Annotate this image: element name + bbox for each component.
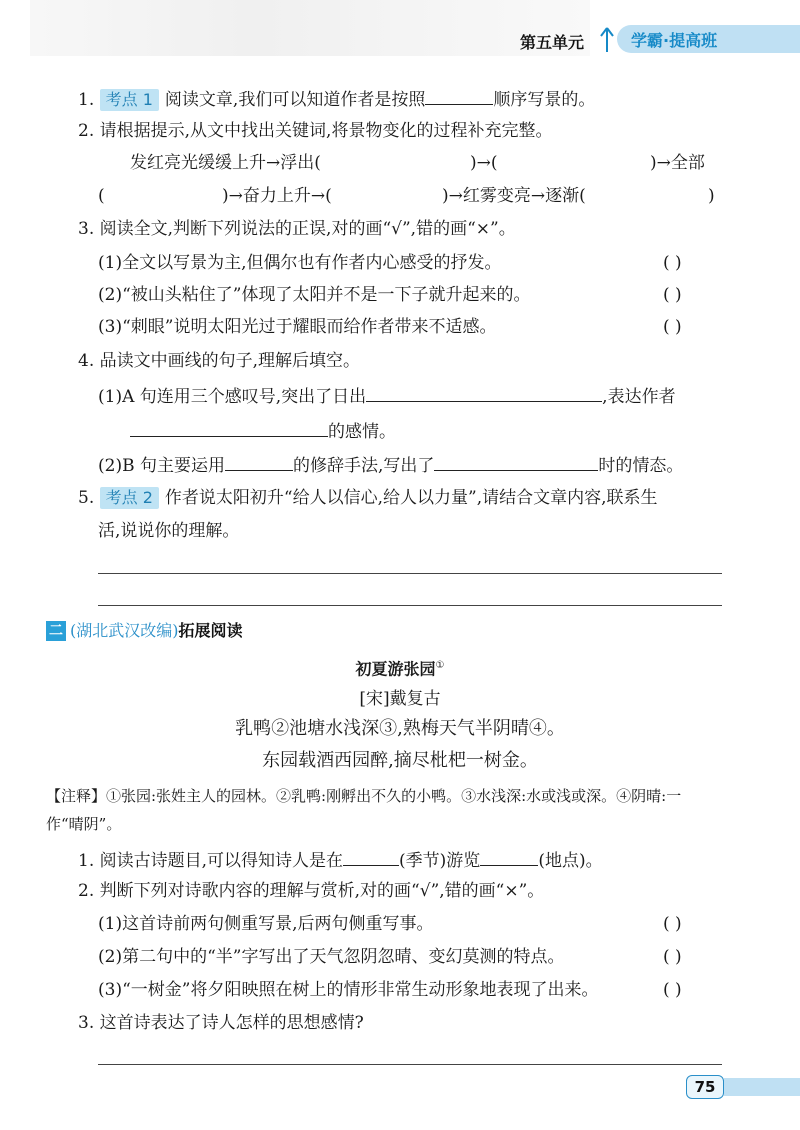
q2-line2-d: )	[708, 186, 715, 206]
poem-title	[0, 655, 800, 680]
question-number: 4.	[78, 351, 95, 371]
s2-q2-item-3: (3)“一树金”将夕阳映照在树上的情形非常生动形象地表现了出来。	[98, 980, 599, 1000]
section-name: 拓展阅读	[178, 621, 243, 640]
answer-blank[interactable]	[343, 847, 399, 866]
poem-line-1: 乳鸭②池塘水浅深③,熟梅天气半阴晴④。	[235, 718, 565, 739]
answer-paren[interactable]: ( )	[663, 947, 682, 967]
question-text: 阅读全文,判断下列说法的正误,对的画“√”,错的画“×”。	[99, 219, 516, 239]
footnote-mark: ①	[435, 660, 445, 671]
question-text: 请根据提示,从文中找出关键词,将景物变化的过程补充完整。	[99, 121, 553, 141]
q5-text-cont: 活,说说你的理解。	[98, 521, 240, 541]
question-text: 阅读古诗题目,可以得知诗人是在	[99, 851, 344, 871]
question-text: 作者说太阳初升“给人以信心,给人以力量”,请结合文章内容,联系生	[164, 488, 658, 508]
answer-blank[interactable]	[130, 418, 328, 437]
poem-line-2: 东园载酒西园醉,摘尽枇杷一树金。	[262, 750, 538, 771]
exam-point-tag: 考点 1	[100, 89, 159, 111]
question-text: (地点)。	[538, 851, 603, 871]
q4-text: (1)A 句连用三个感叹号,突出了日出	[98, 387, 367, 407]
unit-label: 第五单元	[520, 33, 585, 52]
section-badge: 二	[46, 621, 66, 641]
annotation-line-1: 【注释】①张园:张姓主人的园林。②乳鸭:刚孵出不久的小鸭。③水浅深:水或浅或深。④阴晴:一	[46, 787, 682, 805]
question-4	[78, 350, 360, 372]
answer-blank[interactable]	[366, 383, 602, 402]
s2-question-2	[78, 880, 544, 902]
s2-question-1	[78, 847, 603, 872]
s2-q2-item-1: (1)这首诗前两句侧重写景,后两句侧重写事。	[98, 914, 434, 934]
question-text: 顺序写景的。	[493, 90, 596, 110]
page-strip-decoration	[724, 1078, 800, 1096]
q4-text: 的感情。	[328, 422, 396, 442]
question-5	[78, 487, 658, 509]
answer-line[interactable]	[98, 1064, 722, 1065]
question-1	[78, 86, 595, 111]
q3-item-2: (2)“被山头粘住了”体现了太阳并不是一下子就升起来的。	[98, 285, 531, 305]
page-header	[0, 0, 800, 60]
answer-paren[interactable]: ( )	[663, 285, 682, 305]
exam-point-tag: 考点 2	[100, 487, 159, 509]
q4-text: ,表达作者	[602, 387, 676, 407]
q4-part-1	[98, 383, 676, 408]
answer-paren[interactable]: ( )	[663, 980, 682, 1000]
question-text: 这首诗表达了诗人怎样的思想感情?	[99, 1013, 364, 1033]
question-number: 1.	[78, 851, 95, 871]
question-text: (季节)游览	[399, 851, 481, 871]
answer-blank[interactable]	[225, 452, 293, 471]
question-number: 5.	[78, 488, 95, 508]
q2-line2-a: (	[98, 186, 105, 206]
page-number: 75	[686, 1075, 724, 1099]
question-text: 品读文中画线的句子,理解后填空。	[99, 351, 361, 371]
arrow-up-icon	[598, 26, 616, 54]
section-title	[70, 620, 243, 642]
answer-paren[interactable]: ( )	[663, 253, 682, 273]
answer-blank[interactable]	[480, 847, 538, 866]
brand-banner	[617, 25, 800, 53]
answer-paren[interactable]: ( )	[663, 317, 682, 337]
question-number: 3.	[78, 219, 95, 239]
q4-text: (2)B 句主要运用	[98, 456, 225, 476]
question-text: 阅读文章,我们可以知道作者是按照	[164, 90, 426, 110]
annotation-line-2: 作“晴阴”。	[46, 815, 122, 833]
q4-part-1-cont	[130, 418, 396, 443]
answer-line[interactable]	[98, 605, 722, 606]
header-decoration	[30, 0, 590, 56]
q2-line1-a: 发红亮光缓缓上升→浮出(	[130, 153, 321, 173]
s2-question-3	[78, 1012, 364, 1034]
q2-line1-b: )→(	[470, 153, 498, 173]
q4-text: 的修辞手法,写出了	[292, 456, 435, 476]
q2-line2-b: )→奋力上升→(	[222, 186, 332, 206]
q3-item-1: (1)全文以写景为主,但偶尔也有作者内心感受的抒发。	[98, 253, 502, 273]
answer-blank[interactable]	[425, 86, 493, 105]
answer-line[interactable]	[98, 573, 722, 574]
question-number: 3.	[78, 1013, 95, 1033]
q4-part-2	[98, 452, 683, 477]
answer-paren[interactable]: ( )	[663, 914, 682, 934]
question-3	[78, 218, 516, 240]
brand-label: 学霸·提高班	[631, 31, 718, 50]
q2-line1-c: )→全部	[650, 153, 705, 173]
answer-blank[interactable]	[434, 452, 598, 471]
q3-item-3: (3)“刺眼”说明太阳光过于耀眼而给作者带来不适感。	[98, 317, 497, 337]
poem-author: [宋]戴复古	[359, 689, 441, 709]
question-number: 1.	[78, 90, 95, 110]
s2-q2-item-2: (2)第二句中的“半”字写出了天气忽阴忽晴、变幻莫测的特点。	[98, 947, 565, 967]
question-2	[78, 120, 552, 142]
poem-title-text: 初夏游张园	[355, 659, 436, 679]
question-text: 判断下列对诗歌内容的理解与赏析,对的画“√”,错的画“×”。	[99, 881, 545, 901]
q2-line2-c: )→红雾变亮→逐渐(	[442, 186, 586, 206]
question-number: 2.	[78, 881, 95, 901]
section-source: (湖北武汉改编)	[70, 621, 179, 640]
q4-text: 时的情态。	[598, 456, 684, 476]
question-number: 2.	[78, 121, 95, 141]
